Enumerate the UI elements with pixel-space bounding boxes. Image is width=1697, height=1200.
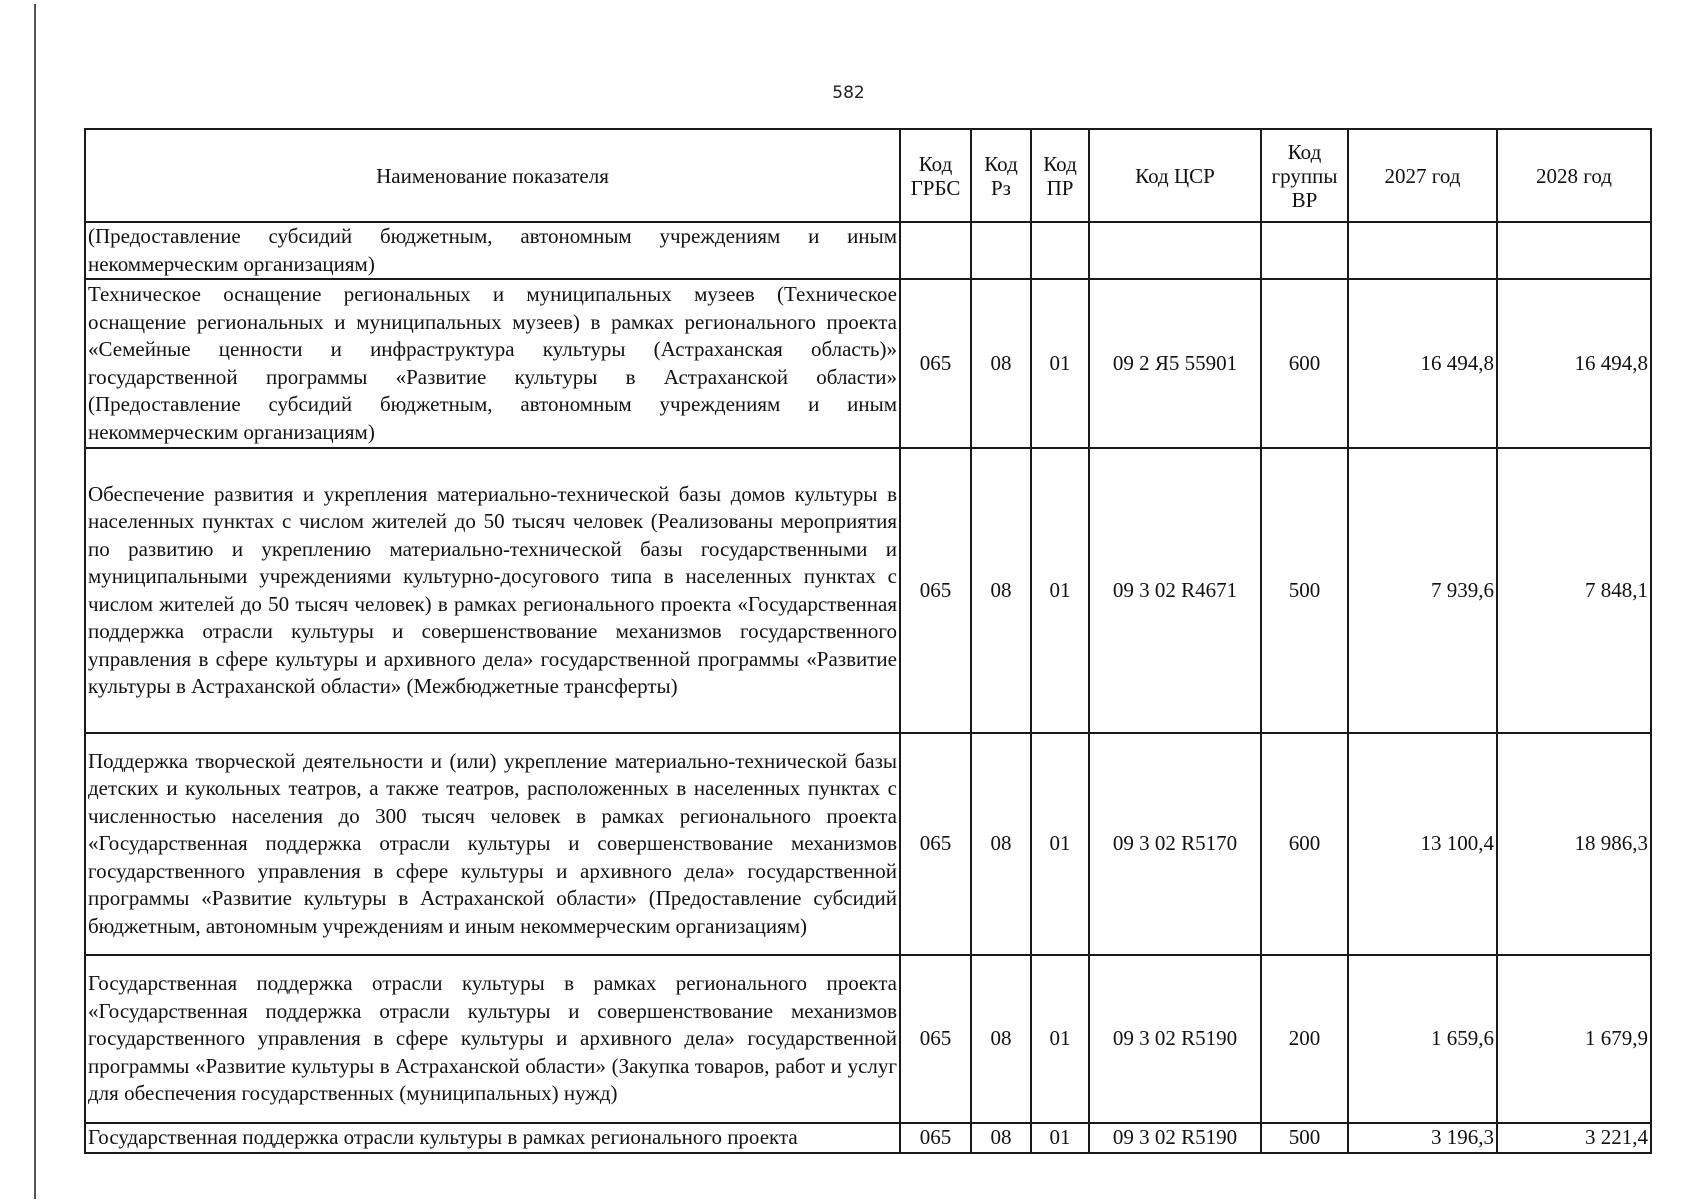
row-vr: 600 bbox=[1261, 733, 1348, 955]
row-2028: 16 494,8 bbox=[1497, 279, 1651, 448]
table-row bbox=[85, 1123, 1651, 1153]
row-grbs: 065 bbox=[900, 955, 971, 1123]
row-name: Техническое оснащение региональных и муниципальных музеев (Техническое оснащение региональных и муниципальных музеев) в рамках регионального проекта «Семейные ценности и инфраструктура культуры (Астраханская область)» государственной программы «Развитие культуры в Астраханской области» (Предоставление субсидий бюджетным, автономным учреждениям и иным некоммерческим организациям) bbox=[85, 279, 900, 448]
header-rz: Код Рз bbox=[971, 129, 1031, 222]
row-vr bbox=[1261, 222, 1348, 279]
row-2027: 3 196,3 bbox=[1348, 1123, 1497, 1153]
row-rz: 08 bbox=[971, 955, 1031, 1123]
header-name: Наименование показателя bbox=[85, 129, 900, 222]
row-grbs: 065 bbox=[900, 279, 971, 448]
row-rz: 08 bbox=[971, 733, 1031, 955]
row-grbs: 065 bbox=[900, 448, 971, 733]
row-2027: 7 939,6 bbox=[1348, 448, 1497, 733]
row-csr: 09 3 02 R5190 bbox=[1089, 1123, 1261, 1153]
row-name: Поддержка творческой деятельности и (или) укрепление материально-технической базы детских и кукольных театров, а также театров, расположенных в населенных пунктах с численностью населения до 300 тысяч человек в рамках регионального проекта «Государственная поддержка отрасли культуры и совершенствование механизмов государственного управления в сфере культуры и архивного дела» государственной программы «Развитие культуры в Астраханской области» (Предоставление субсидий бюджетным, автономным учреждениям и иным некоммерческим организациям) bbox=[85, 733, 900, 955]
row-2027 bbox=[1348, 222, 1497, 279]
row-csr: 09 3 02 R5190 bbox=[1089, 955, 1261, 1123]
row-name: Обеспечение развития и укрепления материально-технической базы домов культуры в населенных пунктах с числом жителей до 50 тысяч человек (Реализованы мероприятия по развитию и укреплению материально-технической базы государственными и муниципальными учреждениями культурно-досугового типа в населенных пунктах с числом жителей до 50 тысяч человек) в рамках регионального проекта «Государственная поддержка отрасли культуры и совершенствование механизмов государственного управления в сфере культуры и архивного дела» государственной программы «Развитие культуры в Астраханской области» (Межбюджетные трансферты) bbox=[85, 448, 900, 733]
row-pr: 01 bbox=[1031, 279, 1089, 448]
table-row bbox=[85, 279, 1651, 448]
table-row bbox=[85, 222, 1651, 279]
page-number: 582 bbox=[832, 83, 865, 103]
row-name: (Предоставление субсидий бюджетным, автономным учреждениям и иным некоммерческим организациям) bbox=[85, 222, 900, 279]
budget-table bbox=[84, 128, 1652, 1154]
row-csr: 09 3 02 R4671 bbox=[1089, 448, 1261, 733]
row-csr bbox=[1089, 222, 1261, 279]
row-csr: 09 3 02 R5170 bbox=[1089, 733, 1261, 955]
table-row bbox=[85, 733, 1651, 955]
row-csr: 09 2 Я5 55901 bbox=[1089, 279, 1261, 448]
row-pr: 01 bbox=[1031, 733, 1089, 955]
row-2027: 13 100,4 bbox=[1348, 733, 1497, 955]
header-pr: Код ПР bbox=[1031, 129, 1089, 222]
row-pr: 01 bbox=[1031, 955, 1089, 1123]
row-rz: 08 bbox=[971, 448, 1031, 733]
header-row bbox=[85, 129, 1651, 222]
row-vr: 200 bbox=[1261, 955, 1348, 1123]
row-2028: 18 986,3 bbox=[1497, 733, 1651, 955]
margin-line bbox=[34, 4, 36, 1199]
row-rz: 08 bbox=[971, 279, 1031, 448]
header-2027: 2027 год bbox=[1348, 129, 1497, 222]
row-pr: 01 bbox=[1031, 448, 1089, 733]
row-grbs: 065 bbox=[900, 1123, 971, 1153]
table-row bbox=[85, 955, 1651, 1123]
row-2028: 1 679,9 bbox=[1497, 955, 1651, 1123]
header-csr: Код ЦСР bbox=[1089, 129, 1261, 222]
row-vr: 600 bbox=[1261, 279, 1348, 448]
row-grbs bbox=[900, 222, 971, 279]
row-grbs: 065 bbox=[900, 733, 971, 955]
header-vr: Код группы ВР bbox=[1261, 129, 1348, 222]
row-pr: 01 bbox=[1031, 1123, 1089, 1153]
row-name: Государственная поддержка отрасли культуры в рамках регионального проекта bbox=[85, 1123, 900, 1153]
row-rz bbox=[971, 222, 1031, 279]
row-2027: 16 494,8 bbox=[1348, 279, 1497, 448]
header-grbs: Код ГРБС bbox=[900, 129, 971, 222]
row-2028: 3 221,4 bbox=[1497, 1123, 1651, 1153]
row-rz: 08 bbox=[971, 1123, 1031, 1153]
row-2027: 1 659,6 bbox=[1348, 955, 1497, 1123]
row-vr: 500 bbox=[1261, 448, 1348, 733]
header-2028: 2028 год bbox=[1497, 129, 1651, 222]
row-2028 bbox=[1497, 222, 1651, 279]
row-vr: 500 bbox=[1261, 1123, 1348, 1153]
row-2028: 7 848,1 bbox=[1497, 448, 1651, 733]
row-pr bbox=[1031, 222, 1089, 279]
table-row bbox=[85, 448, 1651, 733]
row-name: Государственная поддержка отрасли культуры в рамках регионального проекта «Государственная поддержка отрасли культуры и совершенствование механизмов государственного управления в сфере культуры и архивного дела» государственной программы «Развитие культуры в Астраханской области» (Закупка товаров, работ и услуг для обеспечения государственных (муниципальных) нужд) bbox=[85, 955, 900, 1123]
